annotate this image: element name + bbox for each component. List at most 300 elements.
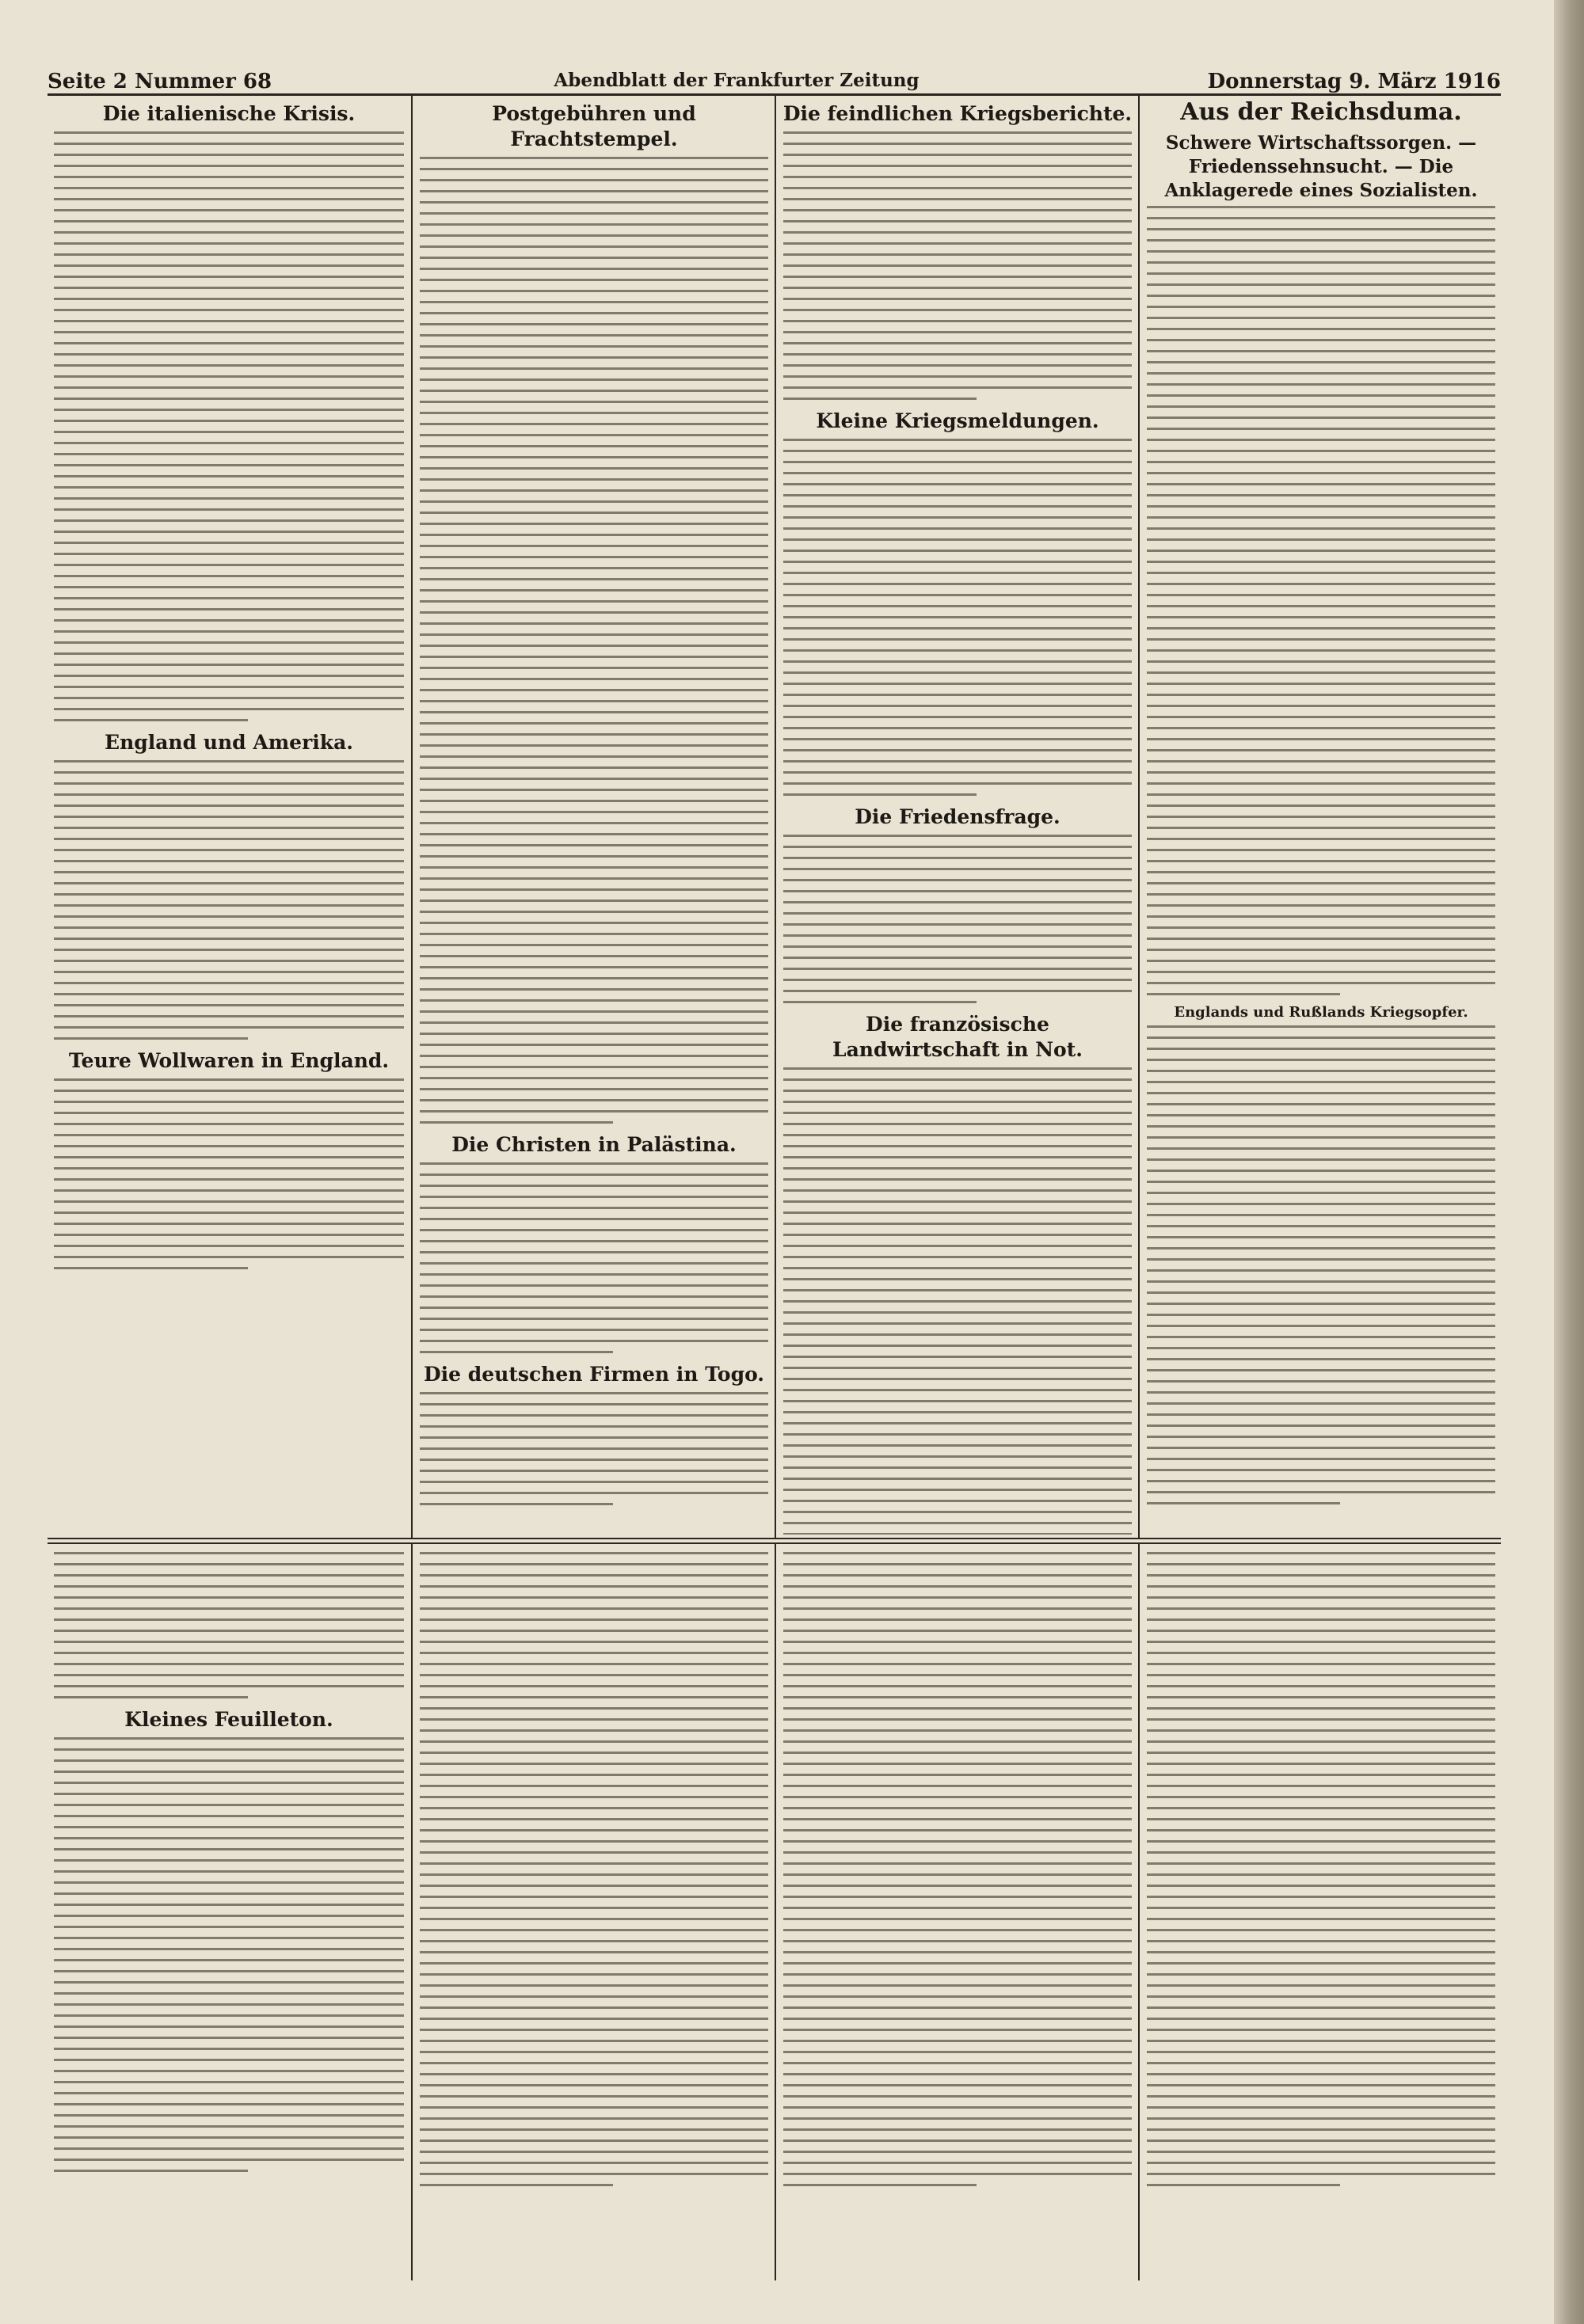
- text-line: [54, 664, 404, 666]
- text-line: [783, 1885, 1132, 1887]
- text-line: [783, 1178, 1132, 1181]
- text-line: [54, 1904, 404, 1906]
- text-line: [1147, 694, 1495, 696]
- text-line: [1147, 1413, 1495, 1416]
- text-line: [54, 949, 404, 951]
- text-line: [420, 1218, 768, 1220]
- article-headline: Die Friedensfrage.: [855, 805, 1060, 828]
- text-line: [783, 868, 1132, 870]
- text-line: [1147, 1181, 1495, 1183]
- feuilleton-column-1: [52, 1552, 406, 2280]
- text-line: [1147, 1929, 1495, 1931]
- text-line: [54, 1245, 404, 1247]
- text-line: [1147, 2073, 1495, 2075]
- text-line: [420, 877, 768, 880]
- text-line: [1147, 749, 1495, 751]
- text-line: [1147, 971, 1495, 973]
- text-line: [1147, 1563, 1495, 1565]
- text-line: [420, 1351, 613, 1353]
- text-line: [54, 1959, 404, 1961]
- text-line: [1147, 228, 1495, 230]
- text-line: [783, 835, 1132, 837]
- text-line: [1147, 450, 1495, 452]
- text-line: [420, 2040, 768, 2042]
- text-line: [420, 689, 768, 691]
- text-line: [54, 597, 404, 599]
- text-line: [54, 1574, 404, 1577]
- text-line: [783, 276, 1132, 278]
- text-line: [54, 287, 404, 289]
- text-line: [1147, 1358, 1495, 1360]
- text-line: [1147, 1740, 1495, 1743]
- page-number: Seite 2 Nummer 68: [48, 70, 272, 93]
- text-line: [783, 968, 1132, 970]
- text-line: [420, 600, 768, 603]
- text-line: [783, 1500, 1132, 1502]
- text-line: [783, 2051, 1132, 2053]
- column-rule: [411, 1544, 413, 2280]
- text-line: [420, 1403, 768, 1405]
- text-line: [54, 475, 404, 477]
- text-line: [1147, 993, 1340, 995]
- article-text: [1145, 1025, 1497, 1504]
- text-line: [783, 649, 1132, 652]
- text-line: [783, 979, 1132, 981]
- text-line: [783, 1433, 1132, 1436]
- text-line: [1147, 1674, 1495, 1676]
- text-line: [54, 804, 404, 807]
- text-line: [1147, 960, 1495, 962]
- text-line: [54, 1234, 404, 1236]
- text-line: [1147, 2151, 1495, 2153]
- text-line: [1147, 1025, 1495, 1028]
- text-line: [54, 320, 404, 322]
- text-line: [420, 1492, 768, 1494]
- text-line: [1147, 2184, 1340, 2186]
- text-line: [54, 630, 404, 633]
- issue-date: Donnerstag 9. März 1916: [1207, 70, 1501, 93]
- text-line: [1147, 1236, 1495, 1238]
- text-line: [1147, 1618, 1495, 1621]
- text-line: [54, 2081, 404, 2083]
- text-line: [783, 2106, 1132, 2109]
- text-line: [1147, 1707, 1495, 1710]
- text-line: [54, 575, 404, 577]
- text-line: [783, 1618, 1132, 1621]
- text-line: [1147, 982, 1495, 984]
- text-line: [420, 2140, 768, 2142]
- text-line: [783, 749, 1132, 751]
- text-line: [420, 1552, 768, 1554]
- text-line: [54, 187, 404, 189]
- text-line: [420, 1121, 613, 1124]
- text-line: [1147, 1630, 1495, 1632]
- text-line: [783, 1455, 1132, 1458]
- text-line: [1147, 1147, 1495, 1150]
- text-line: [783, 1300, 1132, 1303]
- text-line: [54, 1585, 404, 1588]
- text-line: [54, 298, 404, 300]
- text-line: [1147, 1380, 1495, 1383]
- text-line: [783, 561, 1132, 563]
- text-line: [54, 1607, 404, 1610]
- article-headline: Die Christen in Palästina.: [451, 1133, 737, 1156]
- text-line: [783, 1707, 1132, 1710]
- text-line: [783, 364, 1132, 367]
- text-line: [783, 638, 1132, 641]
- text-line: [54, 2059, 404, 2061]
- text-line: [54, 564, 404, 566]
- text-line: [54, 1937, 404, 1939]
- article-headline: England und Amerika.: [105, 731, 353, 754]
- text-line: [1147, 317, 1495, 319]
- text-line: [1147, 771, 1495, 774]
- text-line: [420, 512, 768, 514]
- text-line: [54, 2003, 404, 2006]
- text-line: [783, 2040, 1132, 2042]
- text-line: [420, 245, 768, 248]
- article-headline: Die feindlichen Kriegsberichte.: [782, 102, 1133, 125]
- text-line: [420, 500, 768, 503]
- text-line: [54, 1026, 404, 1029]
- feuilleton-column-3: [782, 1552, 1133, 2280]
- text-line: [54, 1992, 404, 1995]
- text-line: [54, 849, 404, 851]
- text-line: [783, 1951, 1132, 1953]
- text-line: [54, 1004, 404, 1006]
- text-line: [1147, 261, 1495, 264]
- text-line: [1147, 627, 1495, 629]
- text-line: [1147, 1247, 1495, 1249]
- text-line: [1147, 1851, 1495, 1854]
- article-headline: Die italienische Krisis.: [102, 102, 356, 125]
- text-line: [420, 1185, 768, 1187]
- text-line: [783, 694, 1132, 696]
- text-line: [783, 494, 1132, 496]
- article-headline: Die französische Landwirtschaft in Not.: [832, 1013, 1083, 1061]
- text-line: [783, 2073, 1132, 2075]
- text-line: [420, 2173, 768, 2175]
- text-line: [420, 212, 768, 215]
- text-line: [1147, 1807, 1495, 1809]
- text-line: [420, 1251, 768, 1253]
- text-line: [420, 1503, 613, 1505]
- text-line: [783, 2173, 1132, 2175]
- text-line: [54, 276, 404, 278]
- text-line: [1147, 1718, 1495, 1721]
- text-line: [1147, 239, 1495, 242]
- text-line: [1147, 483, 1495, 485]
- text-line: [420, 2184, 613, 2186]
- text-line: [54, 1881, 404, 1884]
- text-line: [420, 423, 768, 425]
- text-line: [420, 1033, 768, 1035]
- text-line: [420, 1307, 768, 1309]
- text-line: [783, 1078, 1132, 1081]
- text-line: [420, 1729, 768, 1732]
- text-line: [1147, 1136, 1495, 1139]
- text-line: [420, 1459, 768, 1461]
- text-line: [420, 2084, 768, 2086]
- text-line: [1147, 1303, 1495, 1305]
- text-line: [54, 641, 404, 644]
- text-line: [1147, 1314, 1495, 1316]
- text-line: [1147, 472, 1495, 474]
- text-line: [783, 1145, 1132, 1147]
- text-line: [1147, 1491, 1495, 1493]
- text-line: [420, 844, 768, 846]
- text-line: [783, 846, 1132, 848]
- text-line: [420, 1641, 768, 1643]
- text-line: [783, 923, 1132, 926]
- text-line: [783, 320, 1132, 322]
- text-line: [1147, 1951, 1495, 1953]
- text-line: [54, 708, 404, 710]
- text-line: [1147, 206, 1495, 208]
- text-line: [420, 1585, 768, 1588]
- text-line: [420, 1262, 768, 1265]
- text-line: [783, 1400, 1132, 1402]
- text-line: [783, 1200, 1132, 1203]
- text-line: [783, 209, 1132, 211]
- text-line: [1147, 1402, 1495, 1405]
- text-line: [54, 652, 404, 655]
- text-line: [783, 461, 1132, 463]
- text-line: [783, 2162, 1132, 2164]
- text-line: [783, 450, 1132, 452]
- text-line: [420, 911, 768, 913]
- text-line: [54, 375, 404, 378]
- text-line: [783, 660, 1132, 663]
- text-line: [420, 2029, 768, 2031]
- text-line: [1147, 572, 1495, 574]
- text-line: [783, 771, 1132, 774]
- text-line: [420, 2151, 768, 2153]
- text-line: [1147, 871, 1495, 873]
- text-line: [420, 456, 768, 458]
- text-line: [54, 431, 404, 433]
- text-line: [783, 2128, 1132, 2131]
- article-text: [782, 131, 1133, 400]
- text-line: [54, 893, 404, 896]
- text-line: [420, 678, 768, 680]
- text-line: [54, 2136, 404, 2139]
- text-line: [54, 231, 404, 234]
- text-line: [783, 1740, 1132, 1743]
- text-line: [54, 1015, 404, 1017]
- text-line: [1147, 1469, 1495, 1471]
- text-line: [1147, 915, 1495, 918]
- text-line: [420, 301, 768, 303]
- text-line: [54, 542, 404, 544]
- text-line: [420, 645, 768, 647]
- text-line: [420, 1340, 768, 1342]
- text-line: [54, 1101, 404, 1103]
- text-line: [420, 800, 768, 802]
- text-line: [54, 386, 404, 389]
- text-line: [783, 550, 1132, 552]
- text-line: [783, 1630, 1132, 1632]
- text-line: [783, 1574, 1132, 1577]
- text-line: [54, 1223, 404, 1225]
- text-line: [420, 1652, 768, 1654]
- text-line: [1147, 461, 1495, 463]
- text-line: [783, 1918, 1132, 1920]
- text-line: [420, 2006, 768, 2009]
- text-line: [1147, 1785, 1495, 1787]
- text-line: [783, 1896, 1132, 1898]
- text-line: [420, 234, 768, 237]
- text-line: [1147, 904, 1495, 907]
- text-line: [420, 168, 768, 170]
- text-line: [1147, 1896, 1495, 1898]
- text-line: [420, 722, 768, 725]
- section-subheading: Schwere Wirtschaftssorgen. — Friedenssehnsucht. — Die Anklagerede eines Sozialisten.: [1164, 132, 1478, 201]
- text-line: [783, 705, 1132, 707]
- text-line: [420, 1010, 768, 1013]
- text-line: [420, 268, 768, 270]
- feuilleton-column-2: [418, 1552, 770, 2280]
- text-line: [783, 516, 1132, 519]
- text-line: [1147, 1552, 1495, 1554]
- text-line: [783, 583, 1132, 585]
- text-line: [420, 977, 768, 979]
- text-line: [1147, 405, 1495, 408]
- text-line: [783, 220, 1132, 223]
- text-line: [54, 342, 404, 344]
- text-line: [1147, 1436, 1495, 1438]
- text-line: [54, 971, 404, 973]
- text-line: [420, 356, 768, 359]
- text-line: [420, 833, 768, 835]
- text-line: [1147, 926, 1495, 929]
- text-line: [783, 1511, 1132, 1513]
- feuilleton-column-4: [1145, 1552, 1497, 2280]
- text-line: [1147, 1873, 1495, 1876]
- text-line: [1147, 727, 1495, 729]
- text-line: [1147, 416, 1495, 419]
- text-line: [420, 367, 768, 370]
- text-line: [783, 1807, 1132, 1809]
- text-line: [54, 1552, 404, 1554]
- text-line: [1147, 1641, 1495, 1643]
- text-line: [54, 2125, 404, 2128]
- text-line: [1147, 838, 1495, 840]
- text-line: [54, 1948, 404, 1950]
- text-line: [783, 1552, 1132, 1554]
- text-line: [54, 1178, 404, 1181]
- text-line: [420, 1674, 768, 1676]
- text-line: [1147, 1663, 1495, 1665]
- text-line: [783, 671, 1132, 674]
- text-line: [54, 871, 404, 873]
- text-line: [783, 934, 1132, 937]
- text-line: [54, 782, 404, 785]
- text-line: [54, 453, 404, 455]
- text-line: [783, 2151, 1132, 2153]
- text-line: [420, 1951, 768, 1953]
- text-line: [420, 778, 768, 780]
- text-line: [1147, 1774, 1495, 1776]
- text-line: [54, 915, 404, 918]
- text-line: [783, 1134, 1132, 1136]
- article-headline: Teure Wollwaren in England.: [68, 1049, 390, 1072]
- text-line: [783, 397, 977, 400]
- text-line: [1147, 938, 1495, 940]
- text-line: [54, 608, 404, 610]
- text-line: [1147, 2117, 1495, 2120]
- text-line: [1147, 816, 1495, 818]
- text-line: [54, 397, 404, 400]
- text-line: [54, 1037, 248, 1040]
- text-line: [420, 545, 768, 547]
- text-line: [783, 1862, 1132, 1865]
- text-line: [54, 1804, 404, 1806]
- text-line: [1147, 583, 1495, 585]
- text-line: [1147, 1818, 1495, 1820]
- text-line: [420, 999, 768, 1002]
- column-rule: [411, 95, 413, 1538]
- text-line: [1147, 538, 1495, 541]
- text-line: [1147, 1480, 1495, 1482]
- text-line: [1147, 2106, 1495, 2109]
- text-line: [783, 1685, 1132, 1687]
- text-line: [54, 1759, 404, 1762]
- text-line: [783, 627, 1132, 629]
- text-line: [420, 667, 768, 669]
- text-line: [783, 879, 1132, 881]
- text-line: [1147, 1369, 1495, 1371]
- text-line: [420, 1563, 768, 1565]
- text-line: [783, 2140, 1132, 2142]
- text-line: [54, 2159, 404, 2161]
- text-line: [1147, 2051, 1495, 2053]
- text-line: [1147, 1192, 1495, 1194]
- text-line: [420, 1229, 768, 1231]
- text-line: [1147, 550, 1495, 552]
- text-line: [54, 1256, 404, 1258]
- text-line: [1147, 1225, 1495, 1227]
- column-3: [782, 93, 1133, 1535]
- text-line: [420, 1110, 768, 1113]
- text-line: [783, 990, 1132, 992]
- text-line: [420, 744, 768, 747]
- text-line: [783, 1478, 1132, 1480]
- text-line: [1147, 2062, 1495, 2064]
- text-line: [420, 622, 768, 625]
- text-line: [54, 1267, 248, 1269]
- text-line: [783, 187, 1132, 189]
- text-line: [783, 2062, 1132, 2064]
- text-line: [54, 1685, 404, 1687]
- article-headline: Kleines Feuilleton.: [124, 1708, 333, 1731]
- text-line: [783, 1367, 1132, 1369]
- text-line: [783, 1696, 1132, 1698]
- text-line: [420, 1940, 768, 1942]
- text-line: [783, 1223, 1132, 1225]
- text-line: [783, 143, 1132, 145]
- text-line: [783, 1752, 1132, 1754]
- text-line: [1147, 1940, 1495, 1942]
- text-line: [420, 2062, 768, 2064]
- text-line: [420, 1607, 768, 1610]
- text-line: [54, 1870, 404, 1873]
- text-line: [1147, 339, 1495, 341]
- text-line: [1147, 1829, 1495, 1831]
- text-line: [783, 2006, 1132, 2009]
- text-line: [420, 900, 768, 902]
- text-line: [783, 912, 1132, 915]
